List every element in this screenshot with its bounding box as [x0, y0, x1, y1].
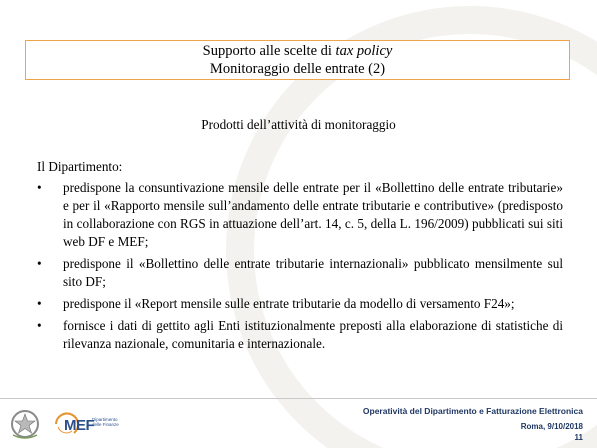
- bullet-icon: •: [37, 318, 42, 333]
- section-subtitle: Prodotti dell’attività di monitoraggio: [201, 117, 396, 132]
- bullet-item: [37, 317, 563, 353]
- mef-logo-text: MEF: [64, 417, 95, 434]
- bullet-icon: •: [37, 180, 42, 195]
- title-line-1: Supporto alle scelte di tax policy: [202, 43, 393, 59]
- bullet-text: predispone il «Report mensile sulle entrate tributarie da modello di versamento F24»;: [63, 296, 515, 311]
- lead-text: Il Dipartimento:: [37, 159, 123, 174]
- footer-divider: [0, 398, 597, 399]
- slide-title-box: [25, 40, 570, 80]
- bullet-text: predispone la consuntivazione mensile delle entrate per il «Bollettino delle entrate tributarie» e per il «Rapporto mensile sull’andamento delle entrate tributarie e contributive» (predisposto in collaborazione con RGS in attuazione dell’art. 14, c. 5, della L. 196/2009) pubblicati sui siti web DF e MEF;: [63, 180, 563, 249]
- bullet-item: [37, 179, 563, 251]
- footer-page-number: 11: [574, 433, 583, 442]
- bullet-text: predispone il «Bollettino delle entrate tributarie internazionali» pubblicato mensilmente sul sito DF;: [63, 256, 563, 289]
- footer-info: [363, 406, 583, 443]
- bullet-item: [37, 255, 563, 291]
- bullet-list: [37, 179, 563, 357]
- bullet-icon: •: [37, 296, 42, 311]
- mef-logo-subtext: Dipartimento delle Finanze: [92, 417, 119, 427]
- bullet-text: fornisce i dati di gettito agli Enti istituzionalmente preposti alla elaborazione di statistiche di rilevanza nazionale, comunitaria e internazionale.: [63, 318, 563, 351]
- bullet-icon: •: [37, 256, 42, 271]
- italian-republic-emblem-icon: [8, 407, 42, 441]
- title-italic-term: tax policy: [335, 43, 393, 59]
- footer-organization: Operatività del Dipartimento e Fatturazione Elettronica: [362, 406, 583, 416]
- bullet-item: [37, 295, 563, 313]
- title-line-2: Monitoraggio delle entrate (2): [209, 61, 386, 77]
- footer-place-date: Roma, 9/10/2018: [520, 422, 583, 431]
